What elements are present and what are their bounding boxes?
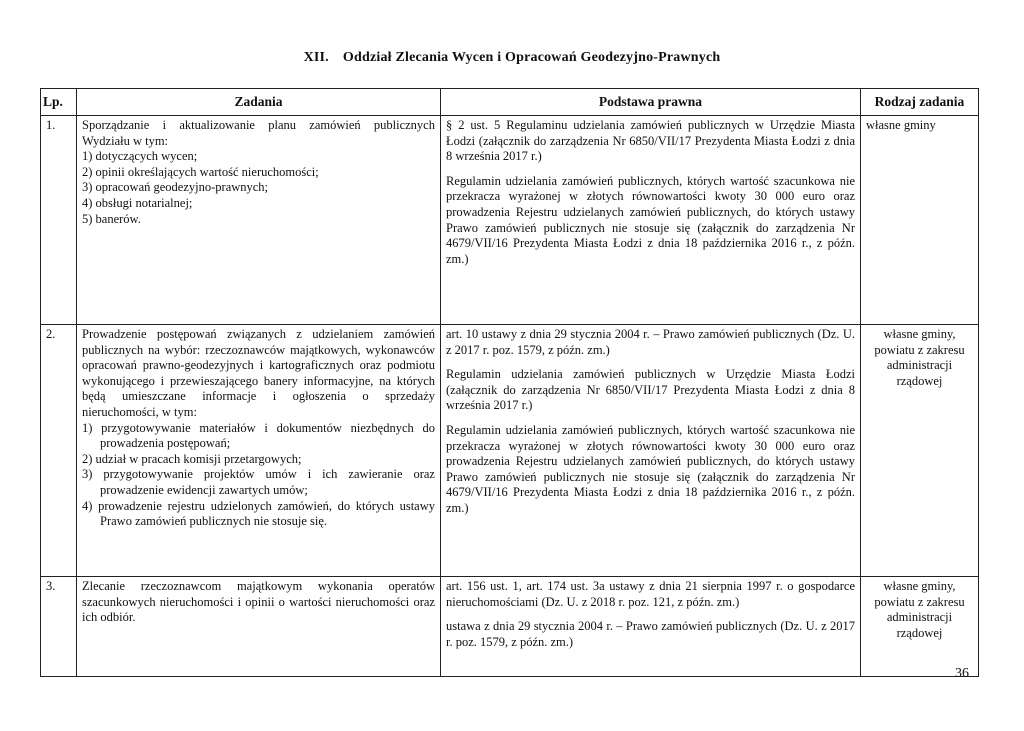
task-item: 2) udział w pracach komisji przetargowych; (82, 451, 302, 466)
row-number: 2. (41, 325, 77, 577)
task-cell (77, 577, 441, 677)
legal-basis-paragraph: ustawa z dnia 29 stycznia 2004 r. – Prawo zamówień publicznych (Dz. U. z 2017 r. poz. 1579, z późn. zm.) (446, 619, 855, 649)
task-item: 3) przygotowywanie projektów umów i ich zawieranie oraz prowadzenie ewidencji zawartych umów; (82, 467, 435, 497)
section-number: XII. (303, 50, 329, 65)
row-number: 1. (41, 116, 77, 325)
row-number: 3. (41, 577, 77, 677)
task-intro: Sporządzanie i aktualizowanie planu zamówień publicznych Wydziału w tym: (82, 118, 435, 148)
task-intro: Zlecanie rzeczoznawcom majątkowym wykonania operatów szacunkowych nieruchomości i opinii o wartości nieruchomości oraz ich odbiór. (82, 579, 435, 625)
table-row (41, 325, 979, 577)
legal-basis-paragraph: Regulamin udzielania zamówień publicznych, których wartość szacunkowa nie przekracza wyrażonej w złotych równowartości kwoty 30 000 euro oraz prowadzenia Rejestru udzielanych zamówień publicznych, do których ustawy Prawo zamówień publicznych nie stosuje się (załącznik do zarządzenia Nr 4679/VII/16 Prezydenta Miasta Łodzi z dnia 18 października 2016 r., z późn. zm.) (446, 422, 855, 515)
legal-basis-paragraph: Regulamin udzielania zamówień publicznych w Urzędzie Miasta Łodzi (załącznik do zarządzenia Nr 6850/VII/17 Prezydenta Miasta Łodzi z dnia 8 września 2017 r.) (446, 367, 855, 413)
legal-basis-cell (441, 577, 861, 677)
task-type-cell: własne gminy, powiatu z zakresu administracji rządowej (861, 577, 979, 677)
task-type-cell: własne gminy, powiatu z zakresu administracji rządowej (861, 325, 979, 577)
section-title (0, 50, 1024, 66)
task-item: 2) opinii określających wartość nieruchomości; (82, 164, 319, 179)
section-name: Oddział Zlecania Wycen i Opracowań Geodezyjno-Prawnych (342, 50, 721, 65)
task-item: 1) dotyczących wycen; (82, 149, 198, 164)
page-number: 36 (955, 666, 969, 681)
task-cell (77, 116, 441, 325)
tasks-table (40, 88, 979, 677)
legal-basis-paragraph: art. 156 ust. 1, art. 174 ust. 3a ustawy z dnia 21 sierpnia 1997 r. o gospodarce nieruchomościami (Dz. U. z 2018 r. poz. 121, z późn. zm.) (446, 579, 855, 609)
task-item: 3) opracowań geodezyjno-prawnych; (82, 180, 269, 195)
header-lp: Lp. (41, 89, 77, 116)
legal-basis-paragraph: § 2 ust. 5 Regulaminu udzielania zamówień publicznych w Urzędzie Miasta Łodzi (załącznik do zarządzenia Nr 6850/VII/17 Prezydenta Miasta Łodzi z dnia 8 września 2017 r.) (446, 118, 855, 164)
legal-basis-cell (441, 116, 861, 325)
legal-basis-paragraph: art. 10 ustawy z dnia 29 stycznia 2004 r. – Prawo zamówień publicznych (Dz. U. z 2017 r. poz. 1579, z późn. zm.) (446, 327, 855, 357)
legal-basis-cell (441, 325, 861, 577)
task-item: 4) prowadzenie rejestru udzielonych zamówień, do których ustawy Prawo zamówień publicznych nie stosuje się. (82, 498, 435, 529)
header-zadania: Zadania (77, 89, 441, 116)
task-cell (77, 325, 441, 577)
header-podstawa: Podstawa prawna (441, 89, 861, 116)
task-type-cell: własne gminy (861, 116, 979, 325)
header-rodzaj: Rodzaj zadania (861, 89, 979, 116)
table-header-row (41, 89, 979, 116)
table-row (41, 577, 979, 677)
task-intro: Prowadzenie postępowań związanych z udzielaniem zamówień publicznych na wybór: rzeczoznawców majątkowych, wykonawców opracowań prawno-geodezyjnych i kartograficznych oraz podmiotu wykonującego i przewieszającego banery informacyjne, na których będą umieszczane informacje i ogłoszenia o sprzedaży nieruchomości, w tym: (82, 327, 435, 419)
legal-basis-paragraph: Regulamin udzielania zamówień publicznych, których wartość szacunkowa nie przekracza wyrażonej w złotych równowartości kwoty 30 000 euro oraz prowadzenia Rejestru udzielanych zamówień publicznych, do których ustawy Prawo zamówień publicznych nie stosuje się (załącznik do zarządzenia Nr 4679/VII/16 Prezydenta Miasta Łodzi z dnia 18 października 2016 r., z późn. zm.) (446, 173, 855, 266)
table-row (41, 116, 979, 325)
task-item: 1) przygotowywanie materiałów i dokumentów niezbędnych do prowadzenia postępowań; (82, 420, 435, 451)
task-item: 5) banerów. (82, 211, 141, 226)
task-item: 4) obsługi notarialnej; (82, 195, 193, 210)
